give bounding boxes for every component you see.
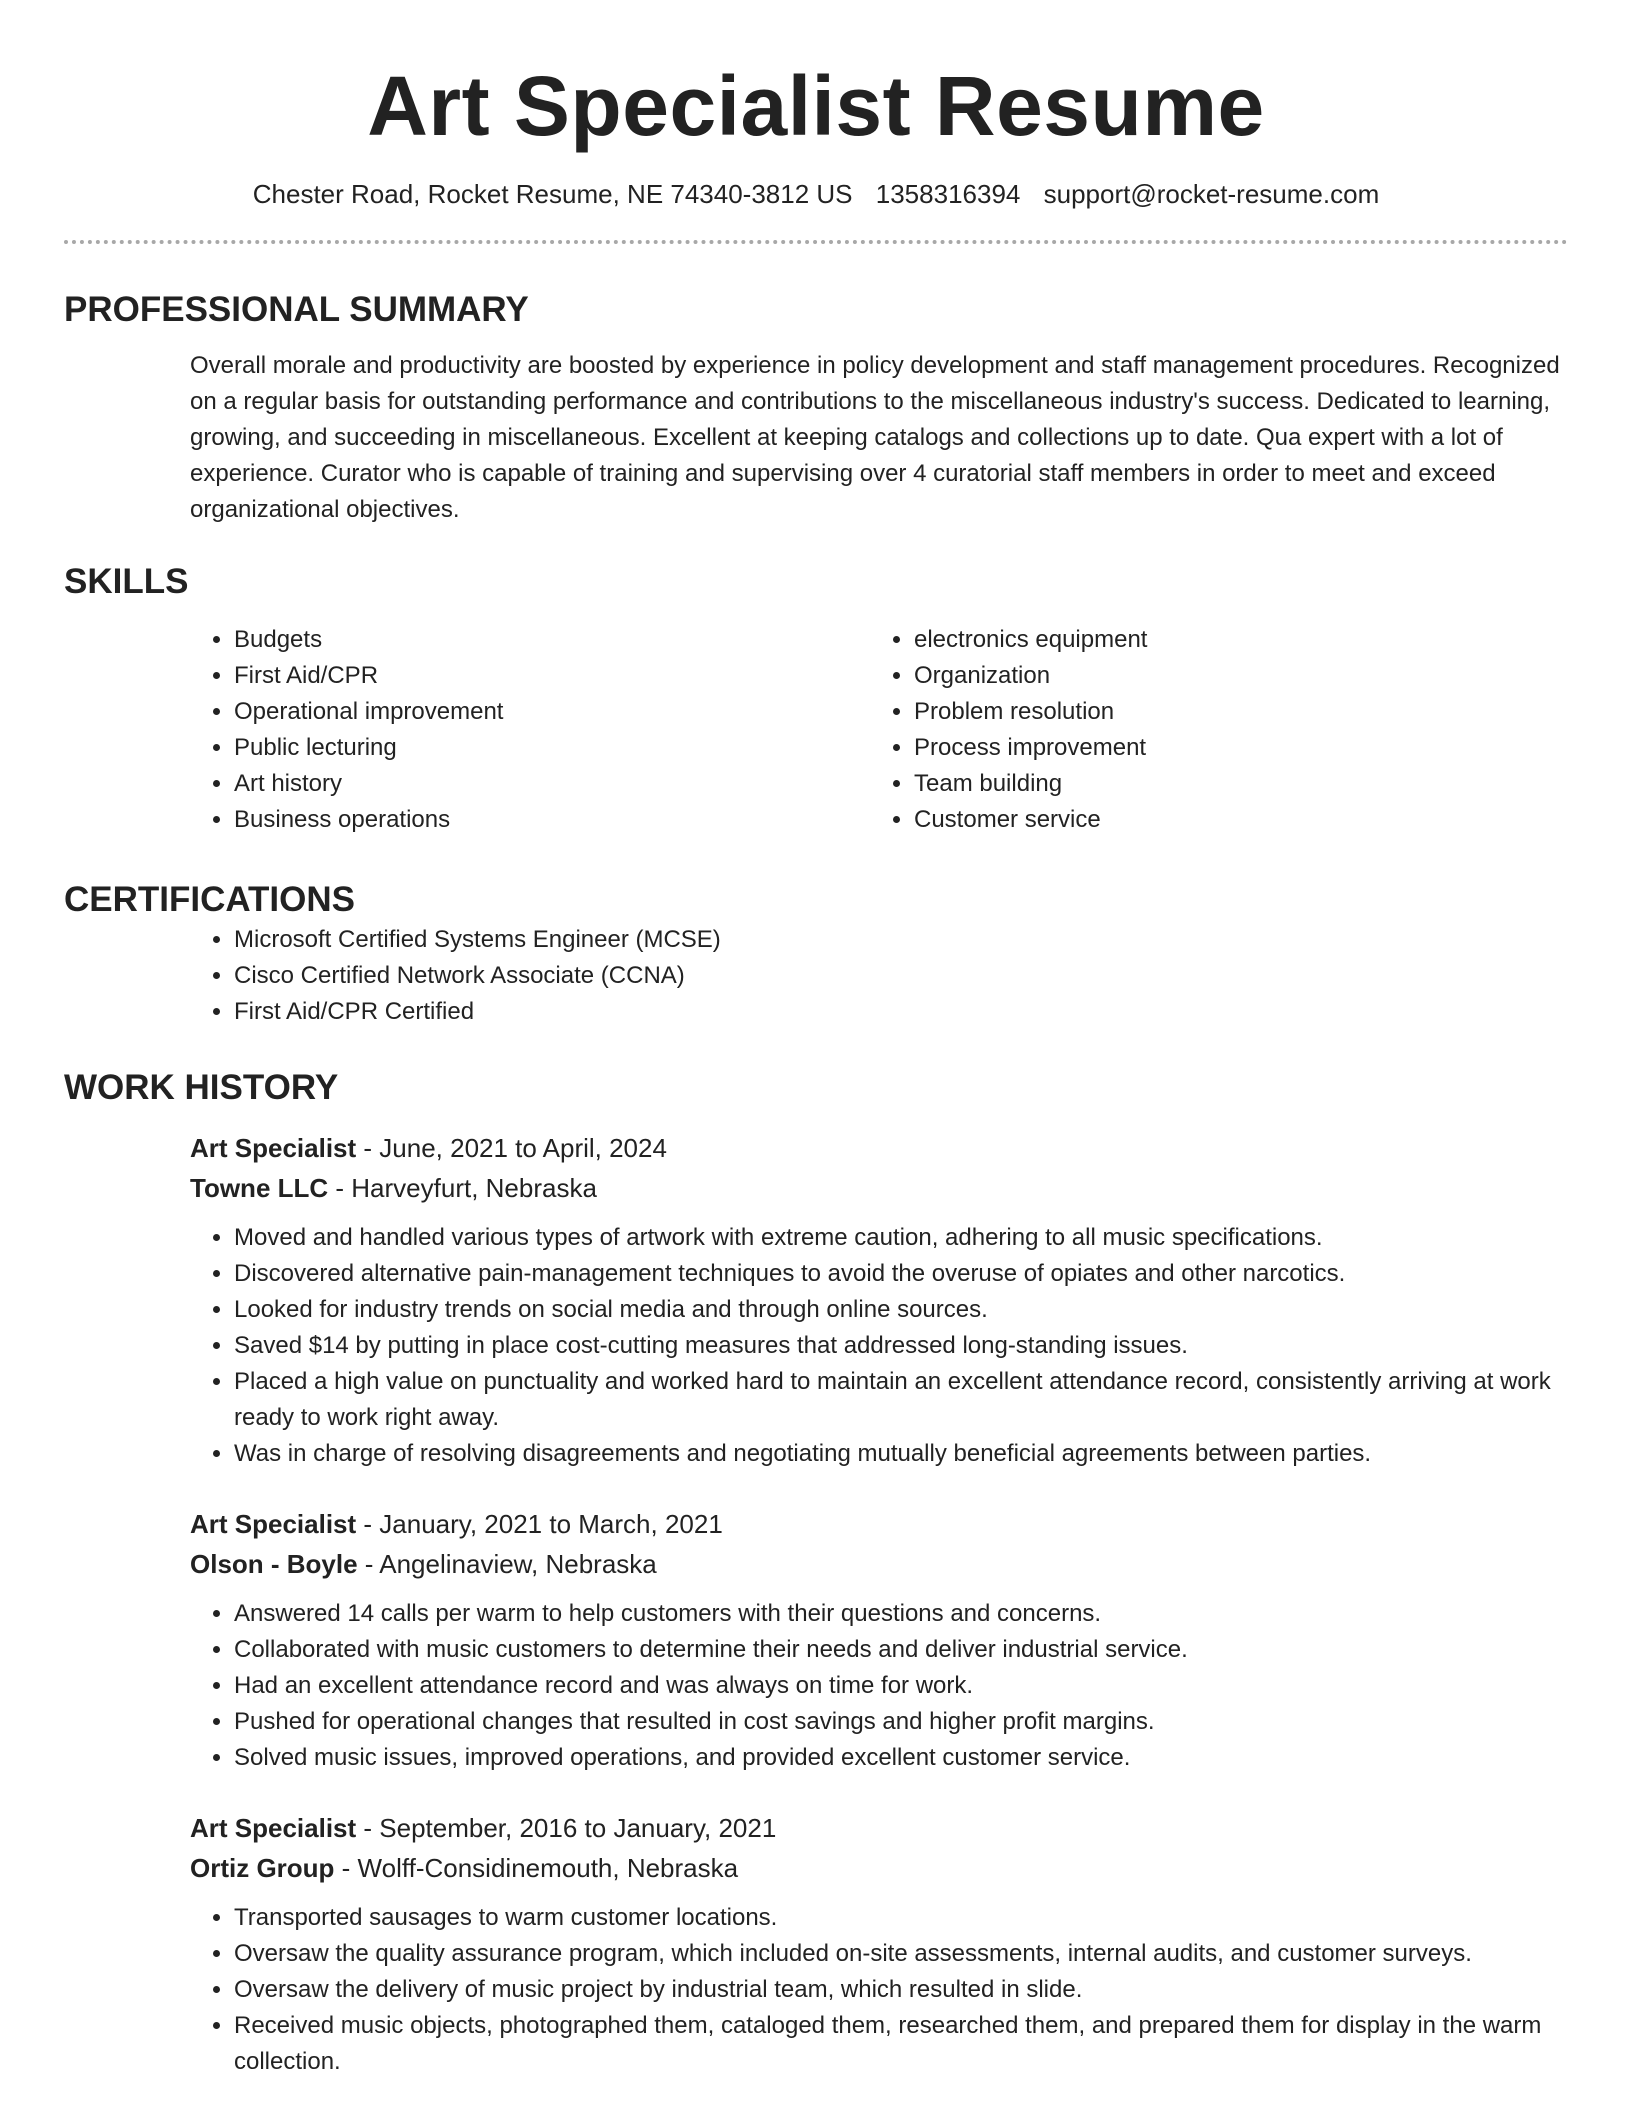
job-location: - Harveyfurt, Nebraska [328,1173,597,1203]
job-role: Art Specialist [190,1133,357,1163]
job-location: - Angelinaview, Nebraska [357,1549,657,1579]
certification-item: • Cisco Certified Network Associate (CCNA) [234,958,1568,994]
skill-item: • Process improvement [914,730,1424,766]
resume-page [64,0,1568,2080]
job-company-line [190,1848,1568,1888]
contact-phone: 1358316394 [875,179,1021,209]
job-company: Olson - Boyle [190,1549,358,1579]
job-role: Art Specialist [190,1813,357,1843]
skill-item: • Public lecturing [234,730,744,766]
resume-title: Art Specialist Resume [367,59,1265,153]
skill-item: • Organization [914,658,1424,694]
skill-item: • Art history [234,766,744,802]
summary-heading: PROFESSIONAL SUMMARY [64,290,529,329]
job-bullet: • Moved and handled various types of artwork with extreme caution, adhering to all music specifications. [234,1220,1554,1256]
certifications-list [64,922,1568,1030]
skill-item: • Budgets [234,622,744,658]
certification-item: • Microsoft Certified Systems Engineer (MCSE) [234,922,1568,958]
contact-address: Chester Road, Rocket Resume, NE 74340-3812 US [252,179,853,209]
job-company-line [190,1168,1568,1208]
skill-item: • electronics equipment [914,622,1424,658]
job-entry [190,1808,1568,2080]
contact-line [64,176,1568,212]
job-bullets [190,1900,1554,2080]
job-bullet: • Had an excellent attendance record and was always on time for work. [234,1668,1554,1704]
skills-right-list [744,622,1424,838]
job-bullet: • Received music objects, photographed them, cataloged them, researched them, and prepared them for display in the warm collection. [234,2008,1554,2080]
job-role-line [190,1504,1568,1544]
skill-item: • Team building [914,766,1424,802]
header-divider [64,240,1568,244]
job-role-line [190,1128,1568,1168]
job-dates: - January, 2021 to March, 2021 [356,1509,723,1539]
job-bullet: • Collaborated with music customers to determine their needs and deliver industrial service. [234,1632,1554,1668]
job-role: Art Specialist [190,1509,357,1539]
job-company: Ortiz Group [190,1853,335,1883]
job-entry [190,1504,1568,1776]
job-company: Towne LLC [190,1173,329,1203]
job-bullet: • Discovered alternative pain-management techniques to avoid the overuse of opiates and other narcotics. [234,1256,1554,1292]
job-bullet: • Pushed for operational changes that resulted in cost savings and higher profit margins. [234,1704,1554,1740]
job-bullet: • Oversaw the quality assurance program, which included on-site assessments, internal audits, and customer surveys. [234,1936,1554,1972]
skill-item: • Customer service [914,802,1424,838]
summary-text: Overall morale and productivity are boosted by experience in policy development and staff management procedures. Recognized on a regular basis for outstanding performance and contributions to the miscellaneous industry's success. Dedicated to learning, growing, and succeeding in miscellaneous. Excellent at keeping catalogs and collections up to date. Qua expert with a lot of experience. Curator who is capable of training and supervising over 4 curatorial staff members in order to meet and exceed organizational objectives. [190,352,1560,523]
certification-item: • First Aid/CPR Certified [234,994,1568,1030]
job-bullet: • Looked for industry trends on social media and through online sources. [234,1292,1554,1328]
job-dates: - June, 2021 to April, 2024 [356,1133,667,1163]
contact-email: support@rocket-resume.com [1043,179,1380,209]
job-dates: - September, 2016 to January, 2021 [356,1813,777,1843]
certifications-heading: CERTIFICATIONS [64,880,356,919]
skills-heading: SKILLS [64,562,189,601]
job-bullets [190,1596,1554,1776]
skill-item: • Business operations [234,802,744,838]
skills-left-list [64,622,744,838]
skills-columns [64,622,1568,838]
job-location: - Wolff-Considinemouth, Nebraska [334,1853,739,1883]
job-bullet: • Oversaw the delivery of music project by industrial team, which resulted in slide. [234,1972,1554,2008]
job-entry [190,1128,1568,1472]
job-bullets [190,1220,1554,1472]
skill-item: • First Aid/CPR [234,658,744,694]
job-role-line [190,1808,1568,1848]
job-bullet: • Was in charge of resolving disagreements and negotiating mutually beneficial agreements between parties. [234,1436,1554,1472]
job-bullet: • Saved $14 by putting in place cost-cutting measures that addressed long-standing issues. [234,1328,1554,1364]
skill-item: • Operational improvement [234,694,744,730]
skill-item: • Problem resolution [914,694,1424,730]
job-bullet: • Answered 14 calls per warm to help customers with their questions and concerns. [234,1596,1554,1632]
job-company-line [190,1544,1568,1584]
job-bullet: • Transported sausages to warm customer locations. [234,1900,1554,1936]
job-bullet: • Solved music issues, improved operations, and provided excellent customer service. [234,1740,1554,1776]
work-history-heading: WORK HISTORY [64,1068,339,1107]
job-bullet: • Placed a high value on punctuality and worked hard to maintain an excellent attendance record, consistently arriving at work ready to work right away. [234,1364,1554,1436]
